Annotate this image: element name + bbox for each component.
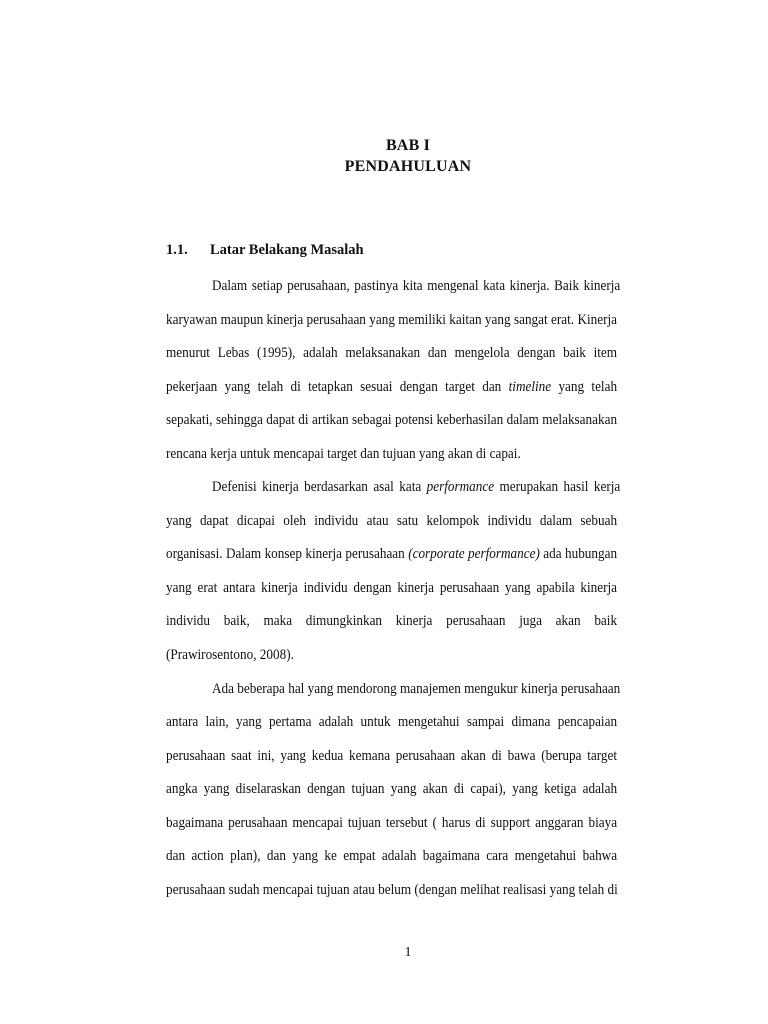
text-run: organisasi. Dalam konsep kinerja perusahaan bbox=[166, 546, 405, 562]
page-number: 1 bbox=[404, 945, 412, 960]
paragraph-line: perusahaan saat ini, yang kedua kemana perusahaan akan di bawa (berupa target bbox=[166, 748, 618, 764]
paragraph-line bbox=[166, 378, 617, 396]
paragraph-line bbox=[166, 545, 617, 563]
paragraph-line: yang erat antara kinerja individu dengan kinerja perusahaan yang apabila kinerja bbox=[166, 580, 618, 596]
paragraph-line: (Prawirosentono, 2008). bbox=[166, 647, 294, 663]
section-heading bbox=[166, 242, 364, 259]
italic-term: timeline bbox=[508, 379, 552, 395]
paragraph-line: Ada beberapa hal yang mendorong manajemen mengukur kinerja perusahaan bbox=[212, 681, 621, 697]
section-title: Latar Belakang Masalah bbox=[210, 242, 364, 258]
chapter-title: PENDAHULUAN bbox=[344, 158, 472, 175]
italic-term: performance bbox=[426, 479, 495, 495]
section-number: 1.1. bbox=[166, 242, 188, 258]
paragraph-line: perusahaan sudah mencapai tujuan atau belum (dengan melihat realisasi yang telah di bbox=[166, 882, 618, 898]
paragraph-line: rencana kerja untuk mencapai target dan tujuan yang akan di capai. bbox=[166, 446, 521, 462]
text-run: merupakan hasil kerja bbox=[499, 479, 621, 495]
paragraph-line: bagaimana perusahaan mencapai tujuan tersebut ( harus di support anggaran biaya bbox=[166, 815, 618, 831]
paragraph-line: antara lain, yang pertama adalah untuk mengetahui sampai dimana pencapaian bbox=[166, 714, 618, 730]
text-run: pekerjaan yang telah di tetapkan sesuai dengan target dan bbox=[166, 379, 502, 395]
italic-term: (corporate performance) bbox=[408, 546, 540, 562]
paragraph-line: menurut Lebas (1995), adalah melaksanakan dan mengelola dengan baik item bbox=[166, 345, 618, 361]
text-run: Defenisi kinerja berdasarkan asal kata bbox=[212, 479, 422, 495]
chapter-number: BAB I bbox=[385, 137, 431, 154]
paragraph-line: individu baik, maka dimungkinkan kinerja perusahaan juga akan baik bbox=[166, 613, 618, 629]
text-run: ada hubungan bbox=[543, 546, 618, 562]
paragraph-line: Dalam setiap perusahaan, pastinya kita mengenal kata kinerja. Baik kinerja bbox=[212, 278, 621, 294]
paragraph-line: sepakati, sehingga dapat di artikan sebagai potensi keberhasilan dalam melaksanakan bbox=[166, 412, 618, 428]
paragraph-line: karyawan maupun kinerja perusahaan yang memiliki kaitan yang sangat erat. Kinerja bbox=[166, 312, 618, 328]
paragraph-line bbox=[212, 478, 620, 496]
paragraph-line: yang dapat dicapai oleh individu atau satu kelompok individu dalam sebuah bbox=[166, 513, 618, 529]
text-run: yang telah bbox=[558, 379, 618, 395]
paragraph-line: dan action plan), dan yang ke empat adalah bagaimana cara mengetahui bahwa bbox=[166, 848, 618, 864]
paragraph-line: angka yang diselaraskan dengan tujuan yang akan di capai), yang ketiga adalah bbox=[166, 781, 618, 797]
